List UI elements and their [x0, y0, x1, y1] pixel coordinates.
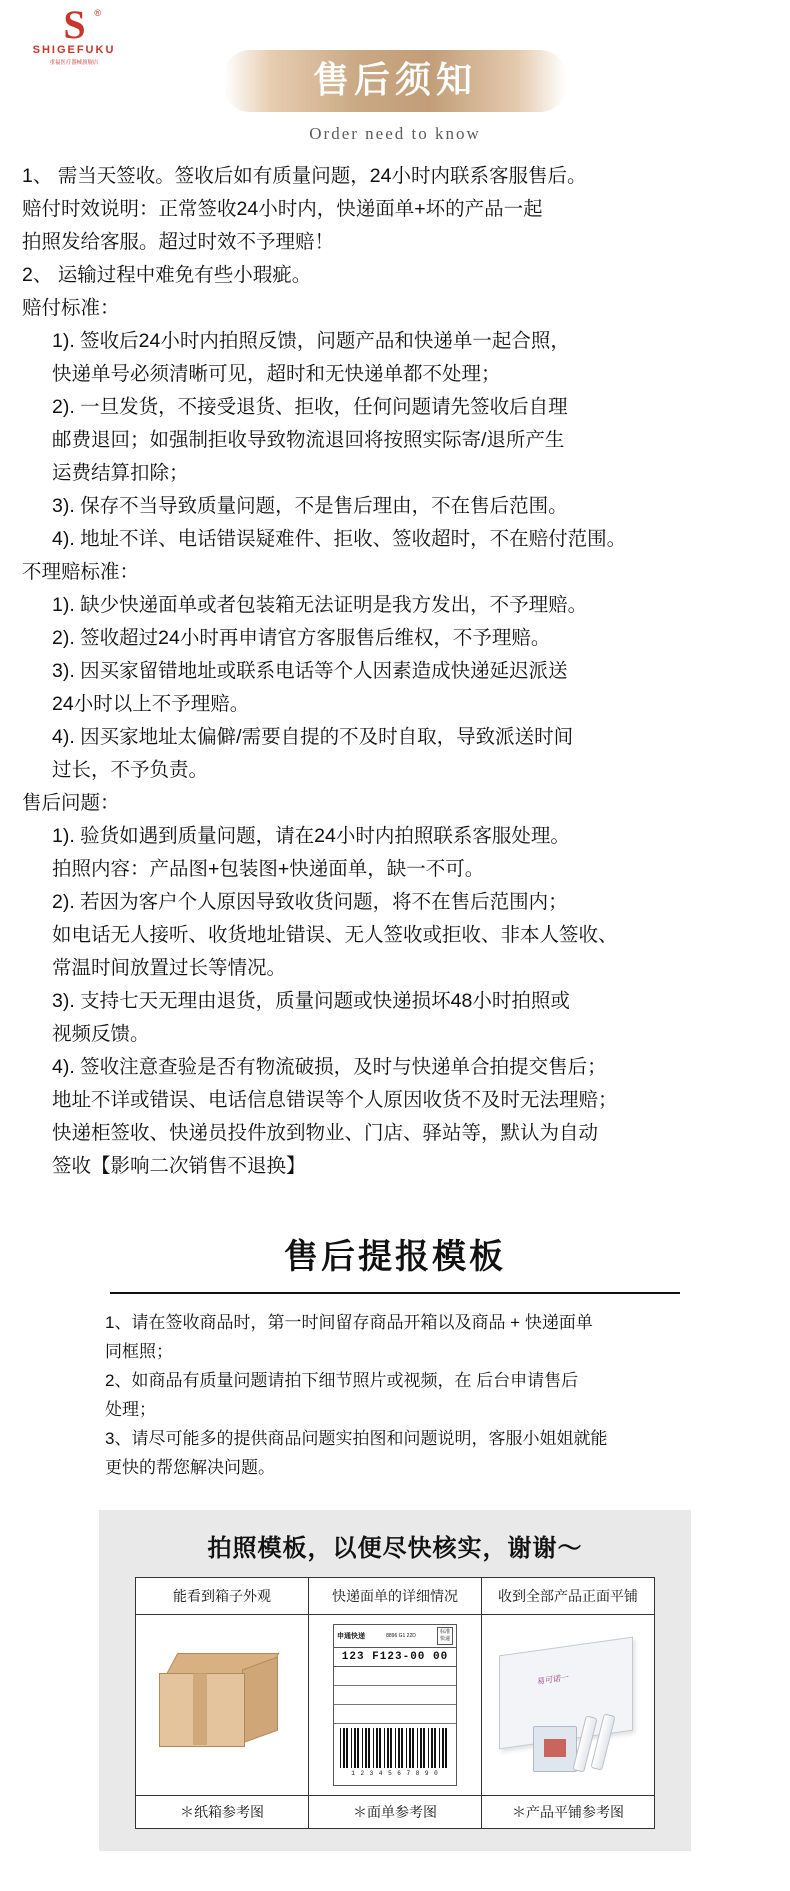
waybill-small-code: 8896 G1 22D	[386, 1633, 416, 1639]
table-image-row	[136, 1615, 655, 1796]
template-divider	[110, 1292, 680, 1294]
notice-line: 1). 缺少快递面单或者包装箱无法证明是我方发出，不予理赔。	[52, 594, 588, 616]
caption-label: ＊面单参考图	[309, 1796, 482, 1829]
photo-template-table	[135, 1577, 655, 1829]
template-title: 售后提报模板	[284, 1239, 506, 1276]
template-line: 2、如商品有质量问题请拍下细节照片或视频，在 后台申请售后	[105, 1371, 579, 1390]
notice-line: 快递单号必须清晰可见，超时和无快递单都不处理；	[52, 363, 501, 385]
table-header-cell-label: 快递面单的详细情况	[309, 1578, 482, 1615]
title-banner	[224, 50, 566, 112]
notice-line: 邮费退回；如强制拒收导致物流退回将按照实际寄/退所产生	[52, 429, 565, 451]
template-line: 1、请在签收商品时，第一时间留存商品开箱以及商品 + 快递面单	[105, 1313, 593, 1332]
waybill-image-cell	[309, 1615, 482, 1796]
notice-line: 1). 签收后24小时内拍照反馈，问题产品和快递单一起合照，	[52, 330, 570, 352]
box-side-face	[242, 1656, 278, 1743]
notice-line: 2、 运输过程中难免有些小瑕疵。	[22, 264, 312, 286]
box-tape	[193, 1673, 207, 1745]
notice-line: 拍照内容：产品图+包装图+快递面单，缺一不可。	[52, 858, 485, 880]
waybill-row	[334, 1686, 456, 1705]
barcode-icon	[340, 1728, 450, 1768]
photo-template-title: 拍照模板，以便尽快核实，谢谢～	[207, 1536, 583, 1562]
logo-letter: S	[63, 2, 85, 47]
brand-logo	[14, 2, 134, 66]
table-header-row	[136, 1578, 655, 1615]
notice-line: 签收【影响二次销售不退换】	[52, 1155, 306, 1177]
waybill-row	[334, 1667, 456, 1686]
notice-line: 赔付标准：	[22, 297, 120, 319]
waybill-badge	[437, 1627, 453, 1645]
notice-line: 1、 需当天签收。签收后如有质量问题，24小时内联系客服售后。	[22, 165, 587, 187]
notice-line: 4). 因买家地址太偏僻/需要自提的不及时自取，导致派送时间	[52, 726, 574, 748]
template-line: 同框照；	[105, 1342, 173, 1361]
waybill-carrier: 申通快递	[337, 1633, 365, 1640]
notice-line: 3). 支持七天无理由退货，质量问题或快递损坏48小时拍照或	[52, 990, 570, 1012]
table-header-cell-products: 收到全部产品正面平铺	[482, 1578, 655, 1615]
notice-line: 常温时间放置过长等情况。	[52, 957, 287, 979]
notice-line: 4). 地址不详、电话错误疑难件、拒收、签收超时，不在赔付范围。	[52, 528, 627, 550]
template-line: 3、请尽可能多的提供商品问题实拍图和问题说明，客服小姐姐就能	[105, 1429, 608, 1448]
registered-mark-icon: ®	[94, 8, 101, 18]
waybill-bottom-number: 1 2 3 4 5 6 7 8 9 0	[351, 1770, 439, 1777]
photo-template-card	[99, 1510, 691, 1851]
waybill-row	[334, 1705, 456, 1724]
notice-line: 4). 签收注意查验是否有物流破损，及时与快递单合拍提交售后；	[52, 1056, 607, 1078]
caption-products: ＊产品平铺参考图	[482, 1796, 655, 1829]
notice-line: 3). 保存不当导致质量问题，不是售后理由，不在售后范围。	[52, 495, 568, 517]
notice-line: 24小时以上不予理赔。	[52, 693, 250, 715]
notice-line: 过长，不予负责。	[52, 759, 209, 781]
notice-line: 3). 因买家留错地址或联系电话等个人因素造成快递延迟派送	[52, 660, 568, 682]
waybill-header	[334, 1625, 456, 1648]
notice-line: 拍照发给客服。超过时效不予理赔！	[22, 231, 335, 253]
notice-line: 不理赔标准：	[22, 561, 140, 583]
notice-line: 视频反馈。	[52, 1023, 150, 1045]
carton-box-icon	[159, 1653, 285, 1757]
notice-line: 如电话无人接听、收货地址错误、无人签收或拒收、非本人签收、	[52, 924, 618, 946]
caption-box: ＊纸箱参考图	[136, 1796, 309, 1829]
flatlay-pouch	[533, 1726, 577, 1772]
brand-tagline: 重福医疗器械旗舰店	[49, 60, 99, 66]
notice-line: 运费结算扣除；	[52, 462, 189, 484]
notice-body	[0, 160, 790, 1183]
notice-line: 2). 签收超过24小时再申请官方客服售后维权，不予理赔。	[52, 627, 551, 649]
waybill-badge-line1: 标准	[439, 1629, 450, 1635]
table-header-cell-box: 能看到箱子外观	[136, 1578, 309, 1615]
waybill-label-icon	[333, 1624, 457, 1786]
products-image-cell	[482, 1615, 655, 1796]
logo-mark-icon	[51, 2, 101, 47]
product-flatlay-icon	[493, 1630, 643, 1780]
table-caption-row	[136, 1796, 655, 1829]
notice-line: 2). 一旦发货，不接受退货、拒收，任何问题请先签收后自理	[52, 396, 568, 418]
notice-line: 2). 若因为客户个人原因导致收货问题，将不在售后范围内；	[52, 891, 568, 913]
template-line: 处理；	[105, 1400, 156, 1419]
notice-line: 地址不详或错误、电话信息错误等个人原因收货不及时无法理赔；	[52, 1089, 618, 1111]
notice-line: 快递柜签收、快递员投件放到物业、门店、驿站等，默认为自动	[52, 1122, 599, 1144]
template-line: 更快的帮您解决问题。	[105, 1458, 275, 1477]
page-subtitle: Order need to know	[309, 124, 481, 143]
waybill-rows	[334, 1667, 456, 1724]
notice-line: 1). 验货如遇到质量问题，请在24小时内拍照联系客服处理。	[52, 825, 570, 847]
brand-name: SHIGEFUKU	[32, 44, 116, 56]
template-instructions	[105, 1308, 685, 1482]
waybill-big-code: 123 F123-00 00	[334, 1648, 456, 1667]
flatlay-logo-text: 易可诺一	[537, 1672, 569, 1687]
page-title: 售后须知	[312, 60, 477, 100]
notice-line: 售后问题：	[22, 792, 120, 814]
notice-line: 赔付时效说明：正常签收24小时内，快递面单+坏的产品一起	[22, 198, 543, 220]
box-image-cell	[136, 1615, 309, 1796]
waybill-badge-line2: 快递	[439, 1636, 450, 1642]
